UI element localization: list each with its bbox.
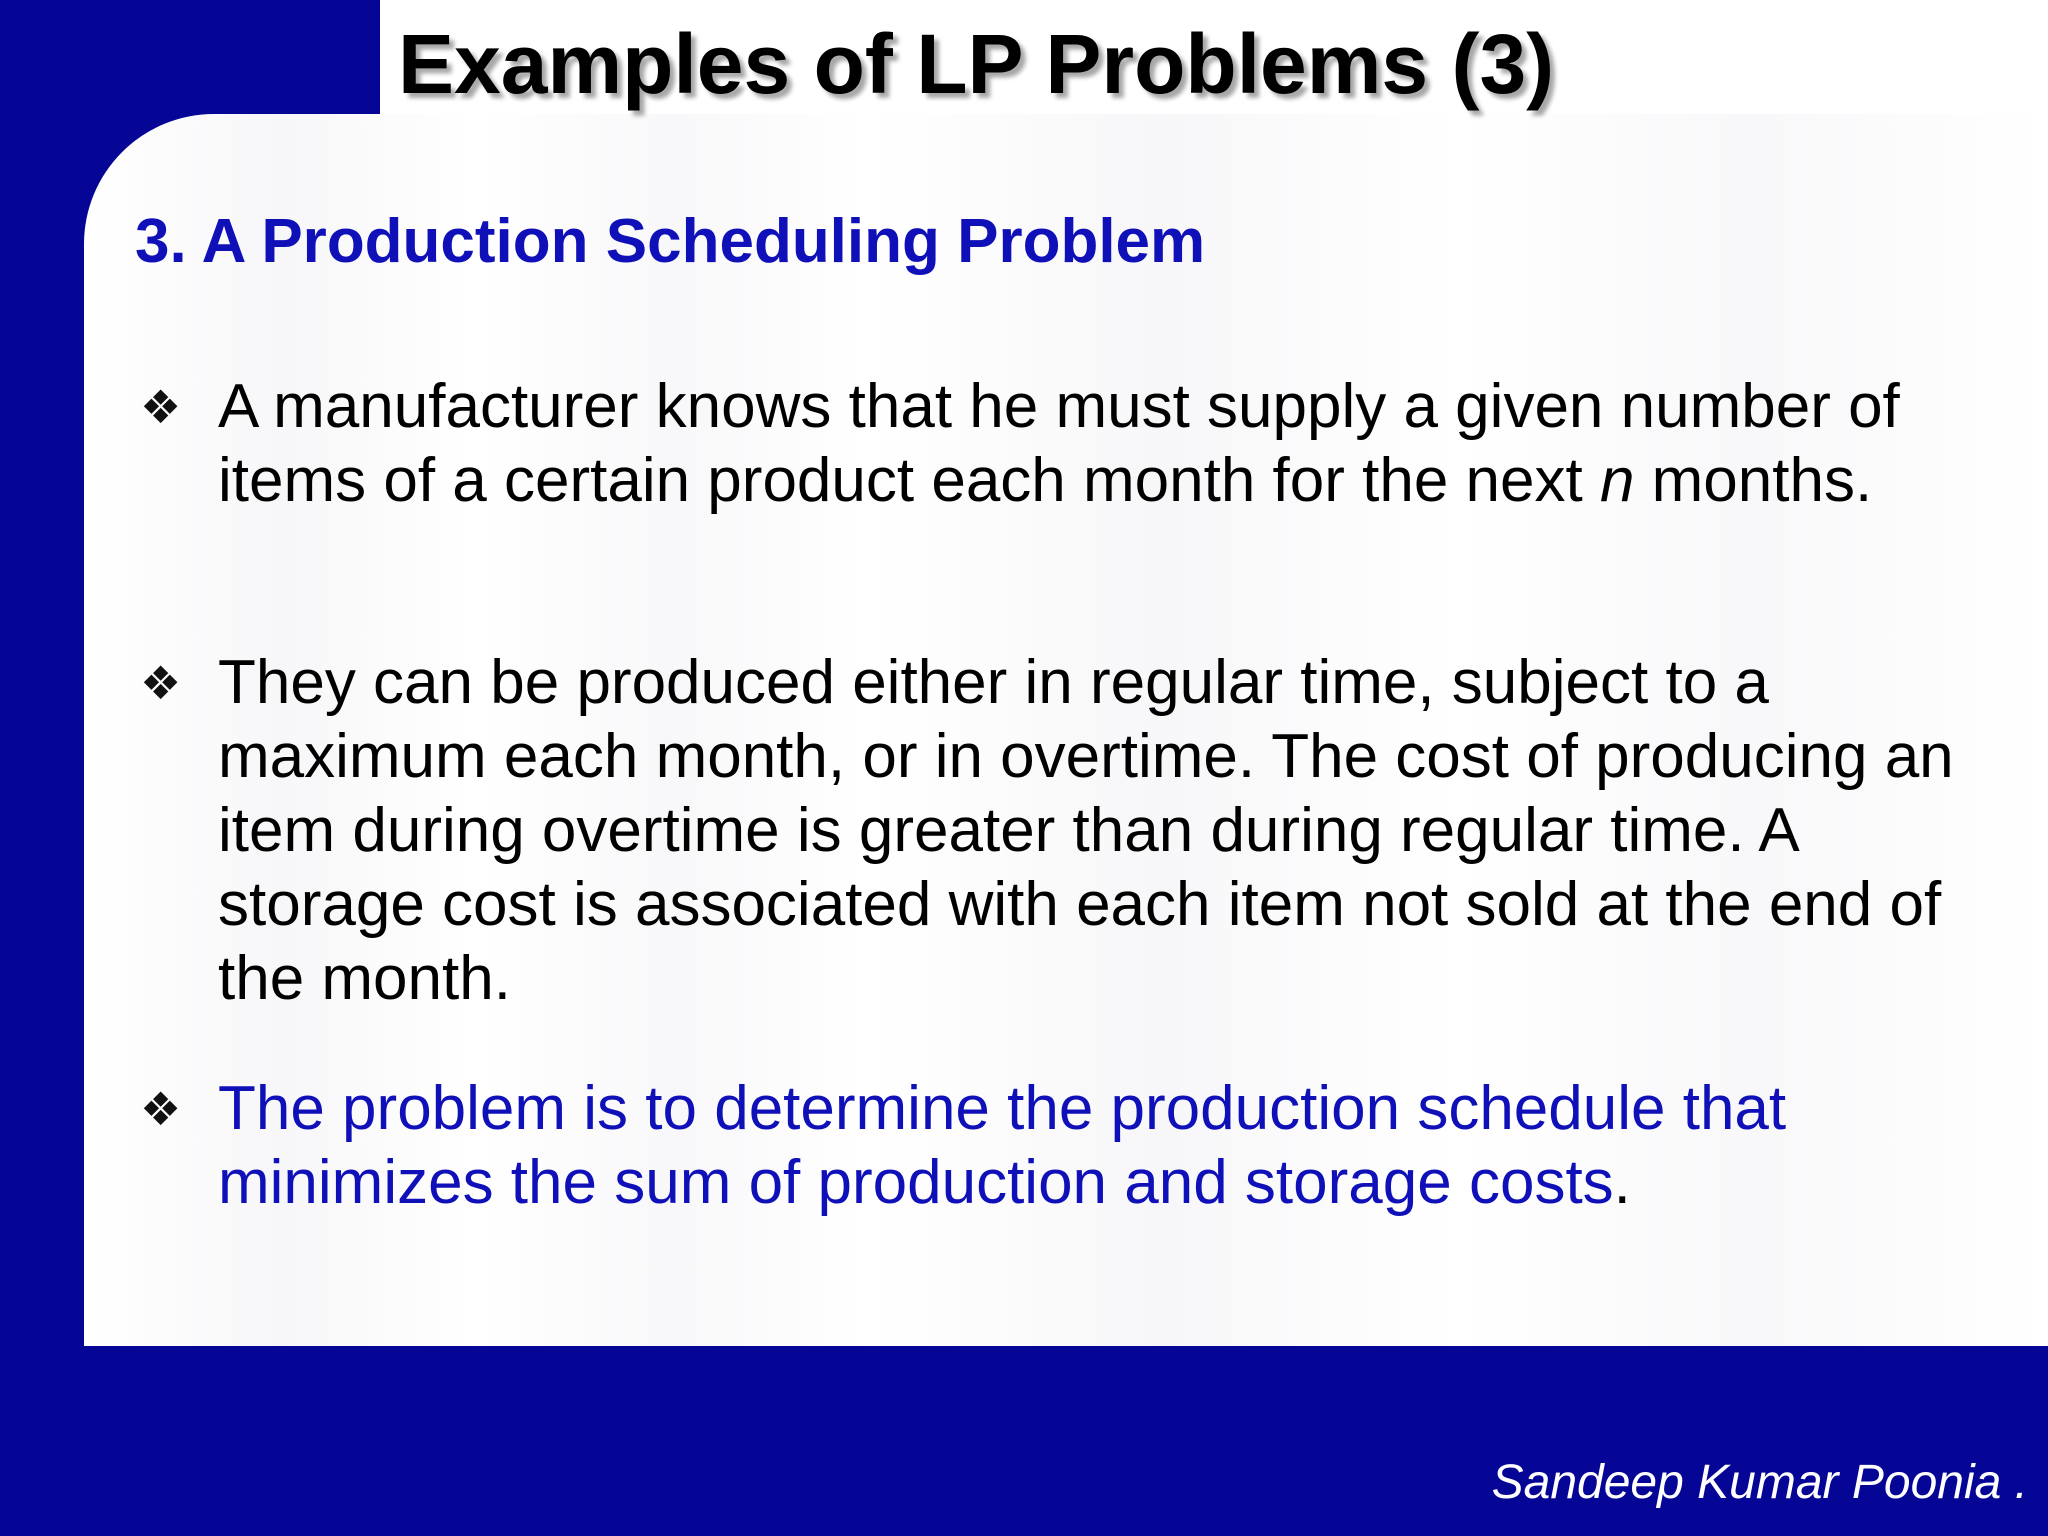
bullet-text [218, 370, 2020, 518]
bullet-item [140, 1072, 2020, 1220]
highlighted-text: The problem is to determine the production schedule that minimizes the sum of production and storage costs [218, 1074, 1787, 1217]
bullet-item [140, 370, 2020, 518]
bullet-text-part: A manufacturer knows that he must supply a given number of items of a certain product each month for the next [218, 372, 1900, 515]
bullet-text-part: . [1613, 1148, 1631, 1217]
slide-subtitle: 3. A Production Scheduling Problem [135, 207, 1206, 276]
bullet-item [140, 646, 2020, 1016]
slide-title: Examples of LP Problems (3) [398, 17, 1555, 111]
bullet-text: They can be produced either in regular time, subject to a maximum each month, or in overtime. The cost of producing an item during overtime is greater than during regular time. A storage cost is associated with each item not sold at the end of the month. [218, 648, 1954, 1013]
four-diamond-bullet-icon: ❖ [140, 657, 182, 709]
italic-variable: n [1599, 446, 1635, 515]
four-diamond-bullet-icon: ❖ [140, 381, 182, 433]
four-diamond-bullet-icon: ❖ [140, 1083, 182, 1135]
author-footer: Sandeep Kumar Poonia . [1491, 1456, 2028, 1509]
bullet-text-part: months. [1634, 446, 1873, 515]
bullet-text [218, 1072, 2020, 1220]
